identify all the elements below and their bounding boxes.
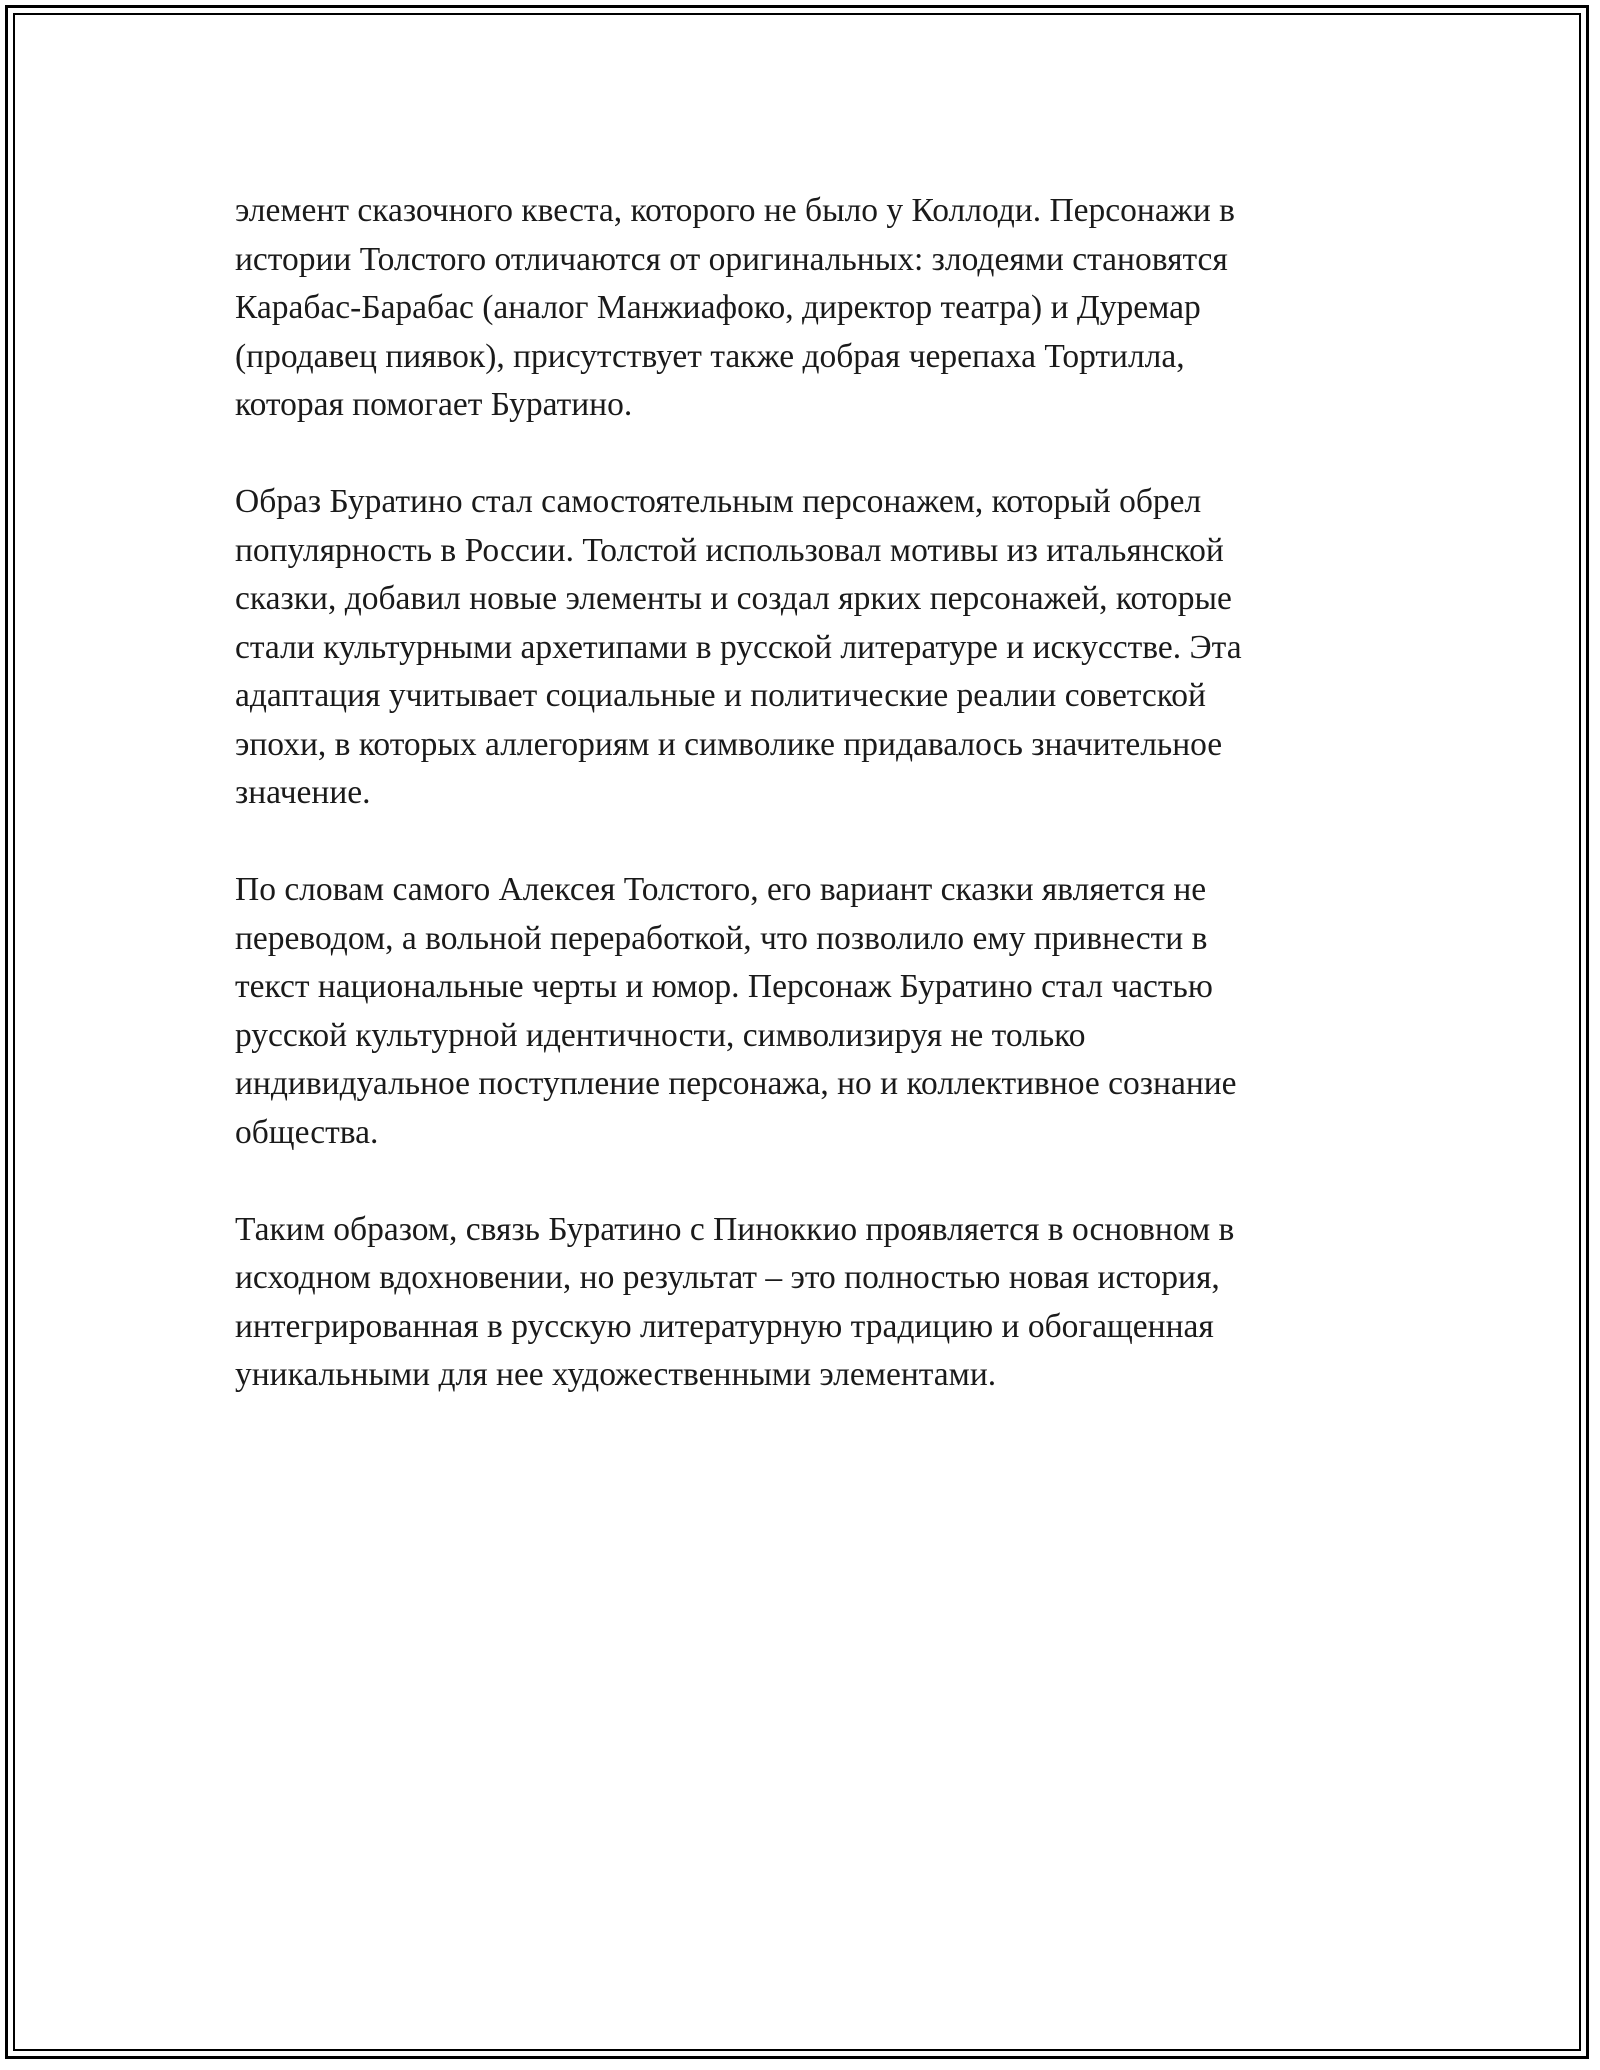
text-line: текст национальные черты и юмор. Персонаж Буратино стал частью	[235, 968, 1213, 1005]
text-line: интегрированная в русскую литературную традицию и обогащенная	[235, 1307, 1214, 1345]
text-line: русской культурной идентичности, символизируя не только	[235, 1016, 1086, 1054]
text-line: Образ Буратино стал самостоятельным персонажем, который обрел	[235, 483, 1202, 520]
text-line: сказки, добавил новые элементы и создал ярких персонажей, которые	[235, 580, 1232, 617]
text-line: Таким образом, связь Буратино с Пиноккио проявляется в основном в	[235, 1210, 1235, 1248]
text-line: Карабас-Барабас (аналог Манжиафоко, директор театра) и Дуремар	[235, 289, 1201, 326]
text-line: значение.	[235, 774, 371, 811]
text-line: адаптация учитывает социальные и политические реалии советской	[235, 677, 1206, 714]
text-line: (продавец пиявок), присутствует также добрая черепаха Тортилла,	[235, 337, 1185, 375]
text-line: уникальными для нее художественными элементами.	[235, 1356, 997, 1393]
text-line: исходном вдохновении, но результат – это полностью новая история,	[235, 1259, 1220, 1296]
paragraph	[235, 187, 1365, 430]
paragraph	[235, 1206, 1365, 1400]
text-line: популярность в России. Толстой использовал мотивы из итальянской	[235, 531, 1224, 569]
text-line: переводом, а вольной переработкой, что позволило ему привнести в	[235, 919, 1208, 957]
text-line: которая помогает Буратино.	[235, 386, 633, 423]
text-line: истории Толстого отличаются от оригинальных: злодеями становятся	[235, 240, 1228, 278]
text-line: общества.	[235, 1113, 379, 1151]
document-body	[235, 187, 1365, 1448]
text-line: элемент сказочного квеста, которого не было у Коллоди. Персонажи в	[235, 192, 1235, 229]
text-line: индивидуальное поступление персонажа, но и коллективное сознание	[235, 1065, 1237, 1102]
paragraph	[235, 478, 1365, 818]
paragraph	[235, 866, 1365, 1157]
text-line: эпохи, в которых аллегориям и символике придавалось значительное	[235, 725, 1223, 763]
text-line: По словам самого Алексея Толстого, его вариант сказки является не	[235, 871, 1207, 908]
text-line: стали культурными архетипами в русской литературе и искусстве. Эта	[235, 628, 1242, 666]
